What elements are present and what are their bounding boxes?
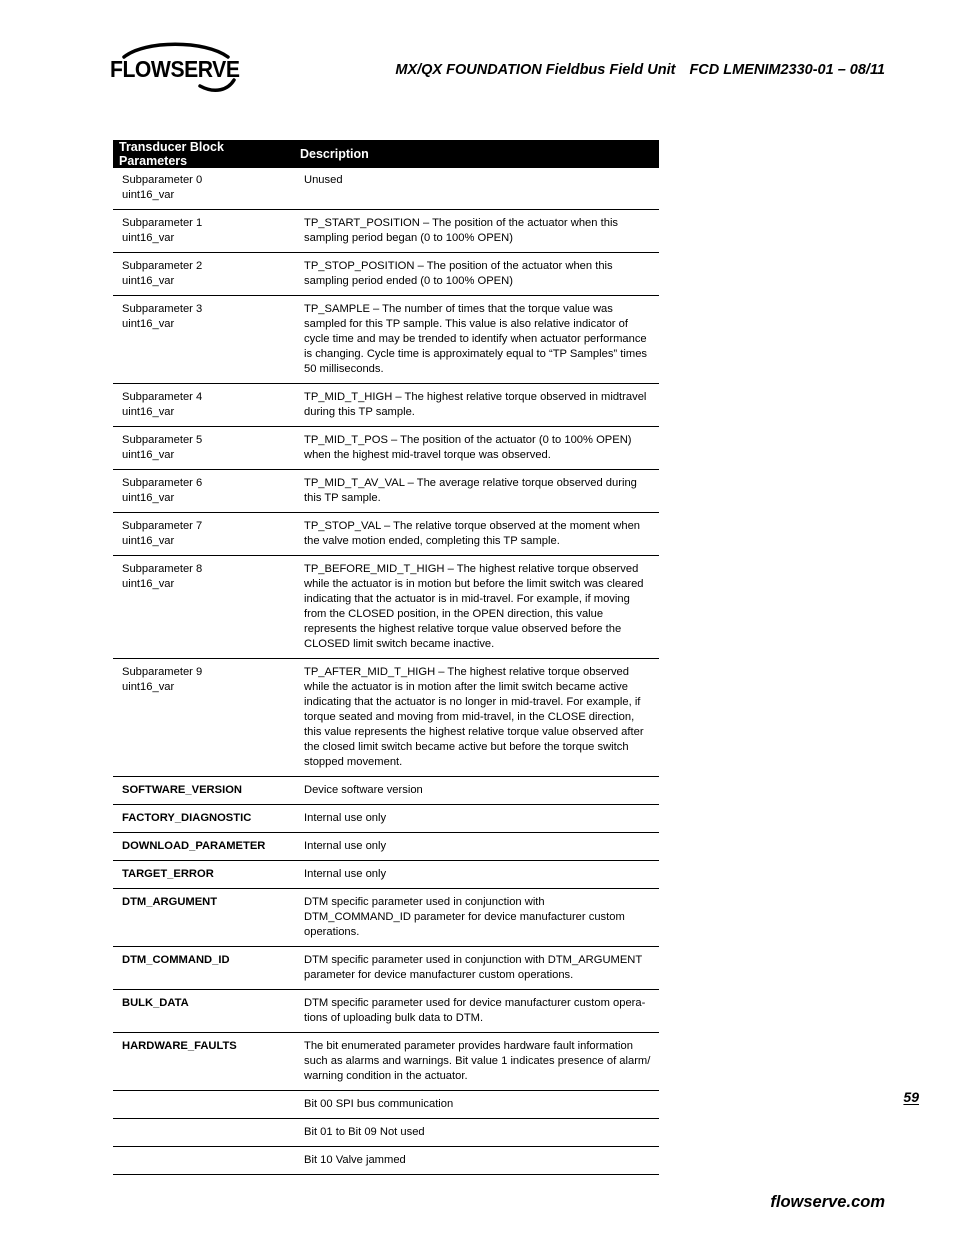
parameter-cell — [113, 513, 295, 556]
document-code: FCD LMENIM2330-01 – 08/11 — [689, 62, 885, 78]
description-cell: Internal use only — [295, 833, 659, 861]
parameter-cell — [113, 889, 295, 947]
page-number: 59 — [903, 1089, 919, 1105]
description-cell: The bit enumerated parameter provides hardware fault information such as alarms and warnings. Bit value 1 indicates presence of alarm/ warning condition in the actuator. — [295, 1033, 659, 1091]
parameter-cell — [113, 659, 295, 777]
description-cell: DTM specific parameter used for device manufacturer custom opera- tions of uploading bulk data to DTM. — [295, 990, 659, 1033]
description-cell: Bit 00 SPI bus communication — [295, 1091, 659, 1119]
parameter-cell — [113, 384, 295, 427]
parameter-name: Subparameter 3 — [122, 303, 203, 315]
column-header-description: Description — [295, 140, 659, 168]
parameter-type: uint16_var — [122, 318, 175, 330]
table-row — [113, 1147, 659, 1175]
description-cell: Unused — [295, 168, 659, 210]
parameter-cell — [113, 168, 295, 210]
table-row — [113, 1033, 659, 1091]
table-row — [113, 296, 659, 384]
description-cell: TP_MID_T_HIGH – The highest relative torque observed in midtravel during this TP sample. — [295, 384, 659, 427]
table-row — [113, 990, 659, 1033]
table-row — [113, 427, 659, 470]
parameter-name: Subparameter 0 — [122, 174, 203, 186]
parameter-cell — [113, 777, 295, 805]
table-row — [113, 556, 659, 659]
parameter-type: uint16_var — [122, 681, 175, 693]
parameter-cell — [113, 1033, 295, 1091]
description-cell: Device software version — [295, 777, 659, 805]
parameter-cell — [113, 947, 295, 990]
parameter-name: Subparameter 9 — [122, 666, 203, 678]
parameter-name: DTM_ARGUMENT — [122, 896, 218, 908]
table-row — [113, 777, 659, 805]
parameter-name: Subparameter 6 — [122, 477, 203, 489]
parameter-cell — [113, 296, 295, 384]
parameter-name: HARDWARE_FAULTS — [122, 1040, 237, 1052]
description-cell: TP_START_POSITION – The position of the actuator when this sampling period began (0 to 100% OPEN) — [295, 210, 659, 253]
table-row — [113, 1091, 659, 1119]
parameter-name: Subparameter 5 — [122, 434, 203, 446]
parameter-name: DTM_COMMAND_ID — [122, 954, 230, 966]
parameter-cell — [113, 861, 295, 889]
parameter-type: uint16_var — [122, 578, 175, 590]
parameter-name: Subparameter 4 — [122, 391, 203, 403]
parameter-cell — [113, 427, 295, 470]
flowserve-logo — [110, 42, 250, 96]
description-cell: TP_MID_T_AV_VAL – The average relative torque observed during this TP sample. — [295, 470, 659, 513]
parameter-type: uint16_var — [122, 232, 175, 244]
parameter-type: uint16_var — [122, 275, 175, 287]
logo-text: FLOWSERVE — [110, 56, 240, 82]
parameter-type: uint16_var — [122, 406, 175, 418]
document-title: MX/QX FOUNDATION Fieldbus Field Unit — [395, 62, 676, 78]
table-row — [113, 659, 659, 777]
document-header — [395, 62, 885, 78]
parameter-type: uint16_var — [122, 492, 175, 504]
parameter-name: TARGET_ERROR — [122, 868, 214, 880]
description-cell: Internal use only — [295, 861, 659, 889]
parameter-type: uint16_var — [122, 535, 175, 547]
parameter-cell — [113, 805, 295, 833]
table-row — [113, 833, 659, 861]
description-cell: Bit 10 Valve jammed — [295, 1147, 659, 1175]
table-row — [113, 384, 659, 427]
footer-url: flowserve.com — [770, 1193, 885, 1211]
transducer-block-parameters-table — [113, 140, 659, 1175]
table-row — [113, 210, 659, 253]
table-row — [113, 805, 659, 833]
table-row — [113, 168, 659, 210]
parameter-type: uint16_var — [122, 449, 175, 461]
parameter-name: DOWNLOAD_PARAMETER — [122, 840, 266, 852]
parameter-cell — [113, 833, 295, 861]
description-cell: Internal use only — [295, 805, 659, 833]
parameter-cell — [113, 470, 295, 513]
table-row — [113, 253, 659, 296]
parameter-cell — [113, 990, 295, 1033]
parameter-cell — [113, 210, 295, 253]
parameter-name: Subparameter 1 — [122, 217, 203, 229]
table-row — [113, 470, 659, 513]
description-cell: TP_STOP_POSITION – The position of the actuator when this sampling period ended (0 to 100% OPEN) — [295, 253, 659, 296]
parameter-cell — [113, 1119, 295, 1147]
table-header-row — [113, 140, 659, 168]
description-cell: TP_BEFORE_MID_T_HIGH – The highest relative torque observed while the actuator is in motion but before the limit switch was cleared indicating that the actuator is in mid-travel. For example, if moving from the CLOSED position, in the OPEN direction, this value represents the highest relative torque value observed before the CLOSED limit switch became inactive. — [295, 556, 659, 659]
parameter-cell — [113, 1147, 295, 1175]
description-cell: DTM specific parameter used in conjunction with DTM_COMMAND_ID parameter for device manufacturer custom operations. — [295, 889, 659, 947]
table-row — [113, 513, 659, 556]
parameter-name: BULK_DATA — [122, 997, 189, 1009]
column-header-parameters: Transducer Block Parameters — [113, 140, 295, 168]
table-row — [113, 889, 659, 947]
table-row — [113, 1119, 659, 1147]
table-row — [113, 947, 659, 990]
parameter-name: FACTORY_DIAGNOSTIC — [122, 812, 252, 824]
description-cell: Bit 01 to Bit 09 Not used — [295, 1119, 659, 1147]
description-cell: TP_SAMPLE – The number of times that the torque value was sampled for this TP sample. This value is also relative indicator of cycle time and may be trended to identify when actuator performance is changing. Cycle time is approximately equal to “TP Samples” times 50 milliseconds. — [295, 296, 659, 384]
parameter-name: Subparameter 8 — [122, 563, 203, 575]
description-cell: DTM specific parameter used in conjunction with DTM_ARGUMENT parameter for device manufacturer custom operations. — [295, 947, 659, 990]
parameter-type: uint16_var — [122, 189, 175, 201]
parameter-name: Subparameter 2 — [122, 260, 203, 272]
description-cell: TP_STOP_VAL – The relative torque observed at the moment when the valve motion ended, completing this TP sample. — [295, 513, 659, 556]
description-cell: TP_AFTER_MID_T_HIGH – The highest relative torque observed while the actuator is in motion after the limit switch became active indicating that the actuator is no longer in mid-travel. For example, if torque seated and moving from mid-travel, in the CLOSE direction, this value represents the highest relative torque value observed after the closed limit switch became active but before the torque switch stopped movement. — [295, 659, 659, 777]
description-cell: TP_MID_T_POS – The position of the actuator (0 to 100% OPEN) when the highest mid-travel torque was observed. — [295, 427, 659, 470]
parameter-cell — [113, 253, 295, 296]
parameter-cell — [113, 1091, 295, 1119]
table-row — [113, 861, 659, 889]
parameter-cell — [113, 556, 295, 659]
parameter-name: SOFTWARE_VERSION — [122, 784, 242, 796]
parameter-name: Subparameter 7 — [122, 520, 203, 532]
